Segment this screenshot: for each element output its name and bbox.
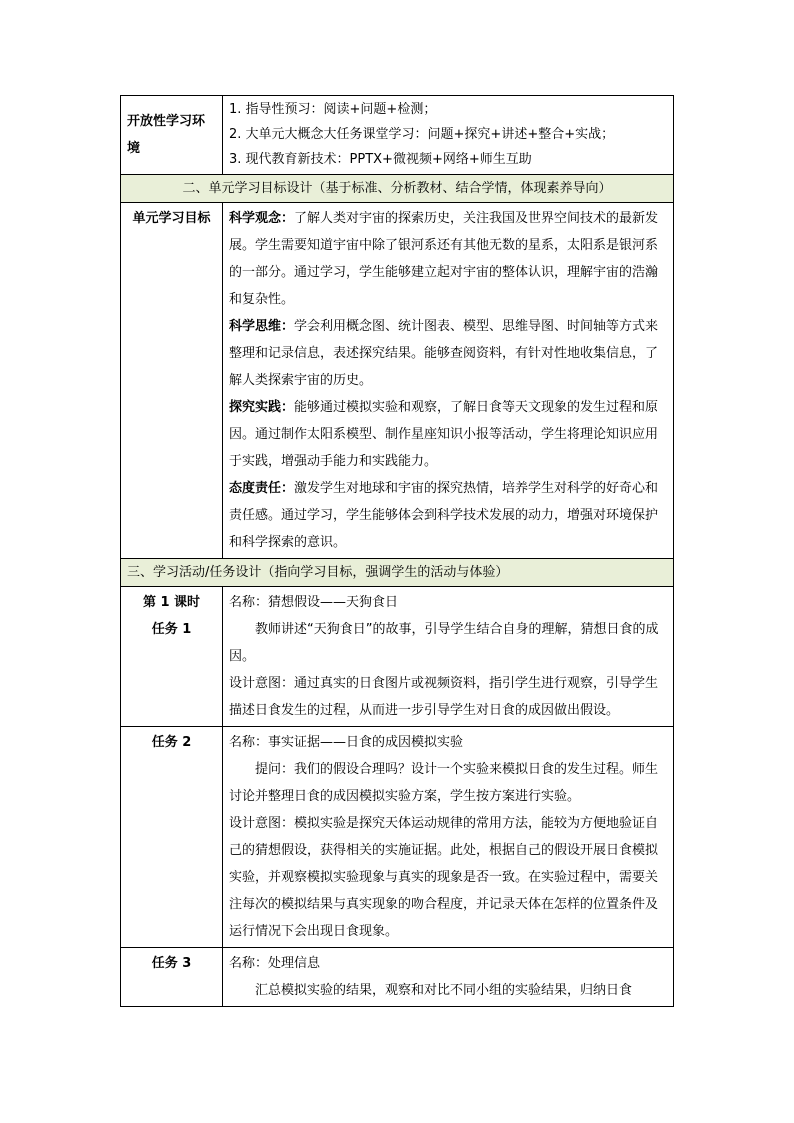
env-row bbox=[121, 96, 674, 175]
goals-label: 单元学习目标 bbox=[121, 203, 223, 559]
task-1-row bbox=[121, 587, 674, 727]
goal-inquiry-practice bbox=[229, 394, 667, 475]
task-3-label: 任务 3 bbox=[121, 948, 223, 1007]
section-3-title: 三、学习活动/任务设计（指向学习目标，强调学生的活动与体验） bbox=[121, 559, 674, 587]
task-1-label bbox=[121, 587, 223, 727]
section-3-row bbox=[121, 559, 674, 587]
task-label: 任务 1 bbox=[151, 622, 192, 637]
goals-content bbox=[223, 203, 674, 559]
goal-scientific-concept bbox=[229, 205, 667, 313]
goal-head: 态度责任： bbox=[229, 481, 295, 496]
env-content bbox=[223, 96, 674, 175]
lesson-label: 第 1 课时 bbox=[142, 595, 201, 610]
task-intent: 设计意图：通过真实的日食图片或视频资料，指引学生进行观察，引导学生描述日食发生的过程，从而进一步引导学生对日食的成因做出假设。 bbox=[229, 676, 659, 718]
task-description: 提问：我们的假设合理吗？设计一个实验来模拟日食的发生过程。师生讨论并整理日食的成因模拟实验方案，学生按方案进行实验。 bbox=[229, 762, 659, 804]
goal-text: 学会利用概念图、统计图表、模型、思维导图、时间轴等方式来整理和记录信息，表述探究结果。能够查阅资料，有针对性地收集信息，了解人类探索宇宙的历史。 bbox=[229, 319, 659, 388]
goal-scientific-thinking bbox=[229, 313, 667, 394]
goal-text: 了解人类对宇宙的探索历史，关注我国及世界空间技术的最新发展。学生需要知道宇宙中除了银河系还有其他无数的星系，太阳系是银河系的一部分。通过学习，学生能够建立起对宇宙的整体认识，理解宇宙的浩瀚和复杂性。 bbox=[229, 211, 659, 307]
task-description: 汇总模拟实验的结果，观察和对比不同小组的实验结果，归纳日食 bbox=[255, 983, 633, 998]
task-1-content bbox=[223, 587, 674, 727]
goal-head: 科学观念： bbox=[229, 211, 295, 226]
goals-row bbox=[121, 203, 674, 559]
task-2-content bbox=[223, 727, 674, 948]
env-item-1: 1. 指导性预习：阅读+问题+检测； bbox=[229, 102, 437, 117]
goal-text: 激发学生对地球和宇宙的探究热情，培养学生对科学的好奇心和责任感。通过学习，学生能够体会到科学技术发展的动力，增强对环境保护和科学探索的意识。 bbox=[229, 481, 659, 550]
task-2-label: 任务 2 bbox=[121, 727, 223, 948]
goal-head: 探究实践： bbox=[229, 400, 295, 415]
section-2-title: 二、单元学习目标设计（基于标准、分析教材、结合学情，体现素养导向） bbox=[121, 175, 674, 203]
env-item-2: 2. 大单元大概念大任务课堂学习：问题+探究+讲述+整合+实战； bbox=[229, 127, 615, 142]
goal-head: 科学思维： bbox=[229, 319, 295, 334]
lesson-plan-table bbox=[120, 95, 674, 1007]
task-description: 教师讲述“天狗食日”的故事，引导学生结合自身的理解，猜想日食的成因。 bbox=[229, 622, 659, 664]
task-2-row bbox=[121, 727, 674, 948]
task-3-row bbox=[121, 948, 674, 1007]
env-item-3: 3. 现代教育新技术：PPTX+微视频+网络+师生互助 bbox=[229, 152, 532, 167]
task-3-content bbox=[223, 948, 674, 1007]
goal-text: 能够通过模拟实验和观察，了解日食等天文现象的发生过程和原因。通过制作太阳系模型、制作星座知识小报等活动，学生将理论知识应用于实践，增强动手能力和实践能力。 bbox=[229, 400, 659, 469]
section-2-row bbox=[121, 175, 674, 203]
goal-attitude-responsibility bbox=[229, 475, 667, 556]
task-intent: 设计意图：模拟实验是探究天体运动规律的常用方法，能较为方便地验证自己的猜想假设，获得相关的实施证据。此处，根据自己的假设开展日食模拟实验，并观察模拟实验现象与真实的现象是否一致。在实验过程中，需要关注每次的模拟结果与真实现象的吻合程度，并记录天体在怎样的位置条件及运行情况下会出现日食现象。 bbox=[229, 816, 659, 939]
task-name: 名称：事实证据——日食的成因模拟实验 bbox=[229, 735, 464, 750]
env-label: 开放性学习环境 bbox=[121, 96, 223, 175]
task-name: 名称：猜想假设——天狗食日 bbox=[229, 595, 399, 610]
task-name: 名称：处理信息 bbox=[229, 956, 321, 971]
